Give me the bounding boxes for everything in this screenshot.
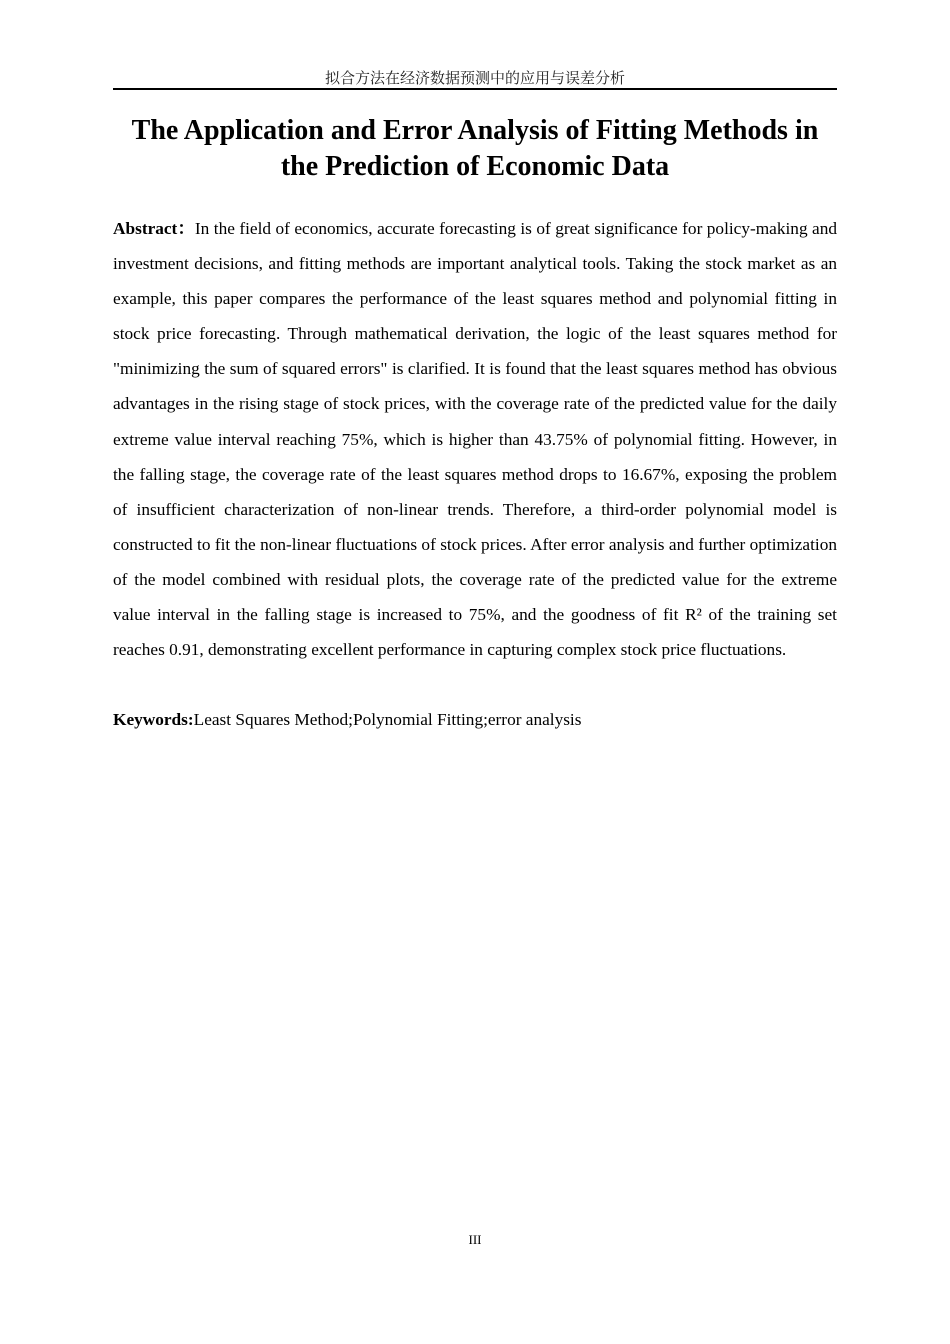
abstract-text: In the field of economics, accurate forecasting is of great significance for policy-making and investment decisions, and fitting methods are important analytical tools. Taking the stock market as an example, this paper compares the performance of the least squares method and polynomial fitting in stock price forecasting. Through mathematical derivation, the logic of the least squares method for "minimizing the sum of squared errors" is clarified. It is found that the least squares method has obvious advantages in the rising stage of stock prices, with the coverage rate of the predicted value for the daily extreme value interval reaching 75%, which is higher than 43.75% of polynomial fitting. However, in the falling stage, the coverage rate of the least squares method drops to 16.67%, exposing the problem of insufficient characterization of non-linear trends. Therefore, a third-order polynomial model is constructed to fit the non-linear fluctuations of stock prices. After error analysis and further optimization of the model combined with residual plots, the coverage rate of the predicted value for the extreme value interval in the falling stage is increased to 75%, and the goodness of fit R² of the training set reaches 0.91, demonstrating excellent performance in capturing complex stock price fluctuations. [113,219,838,660]
keywords-label: Keywords: [113,710,194,729]
keywords-line [113,702,837,737]
abstract-paragraph [113,211,837,667]
page-number: III [468,1232,482,1247]
paper-title: The Application and Error Analysis of Fitting Methods in the Prediction of Economic Data [131,115,819,182]
header-rule [113,88,837,90]
abstract-label: Abstract： [113,219,195,238]
keywords-text: Least Squares Method;Polynomial Fitting;error analysis [193,710,582,729]
running-header: 拟合方法在经济数据预测中的应用与误差分析 [324,69,625,87]
